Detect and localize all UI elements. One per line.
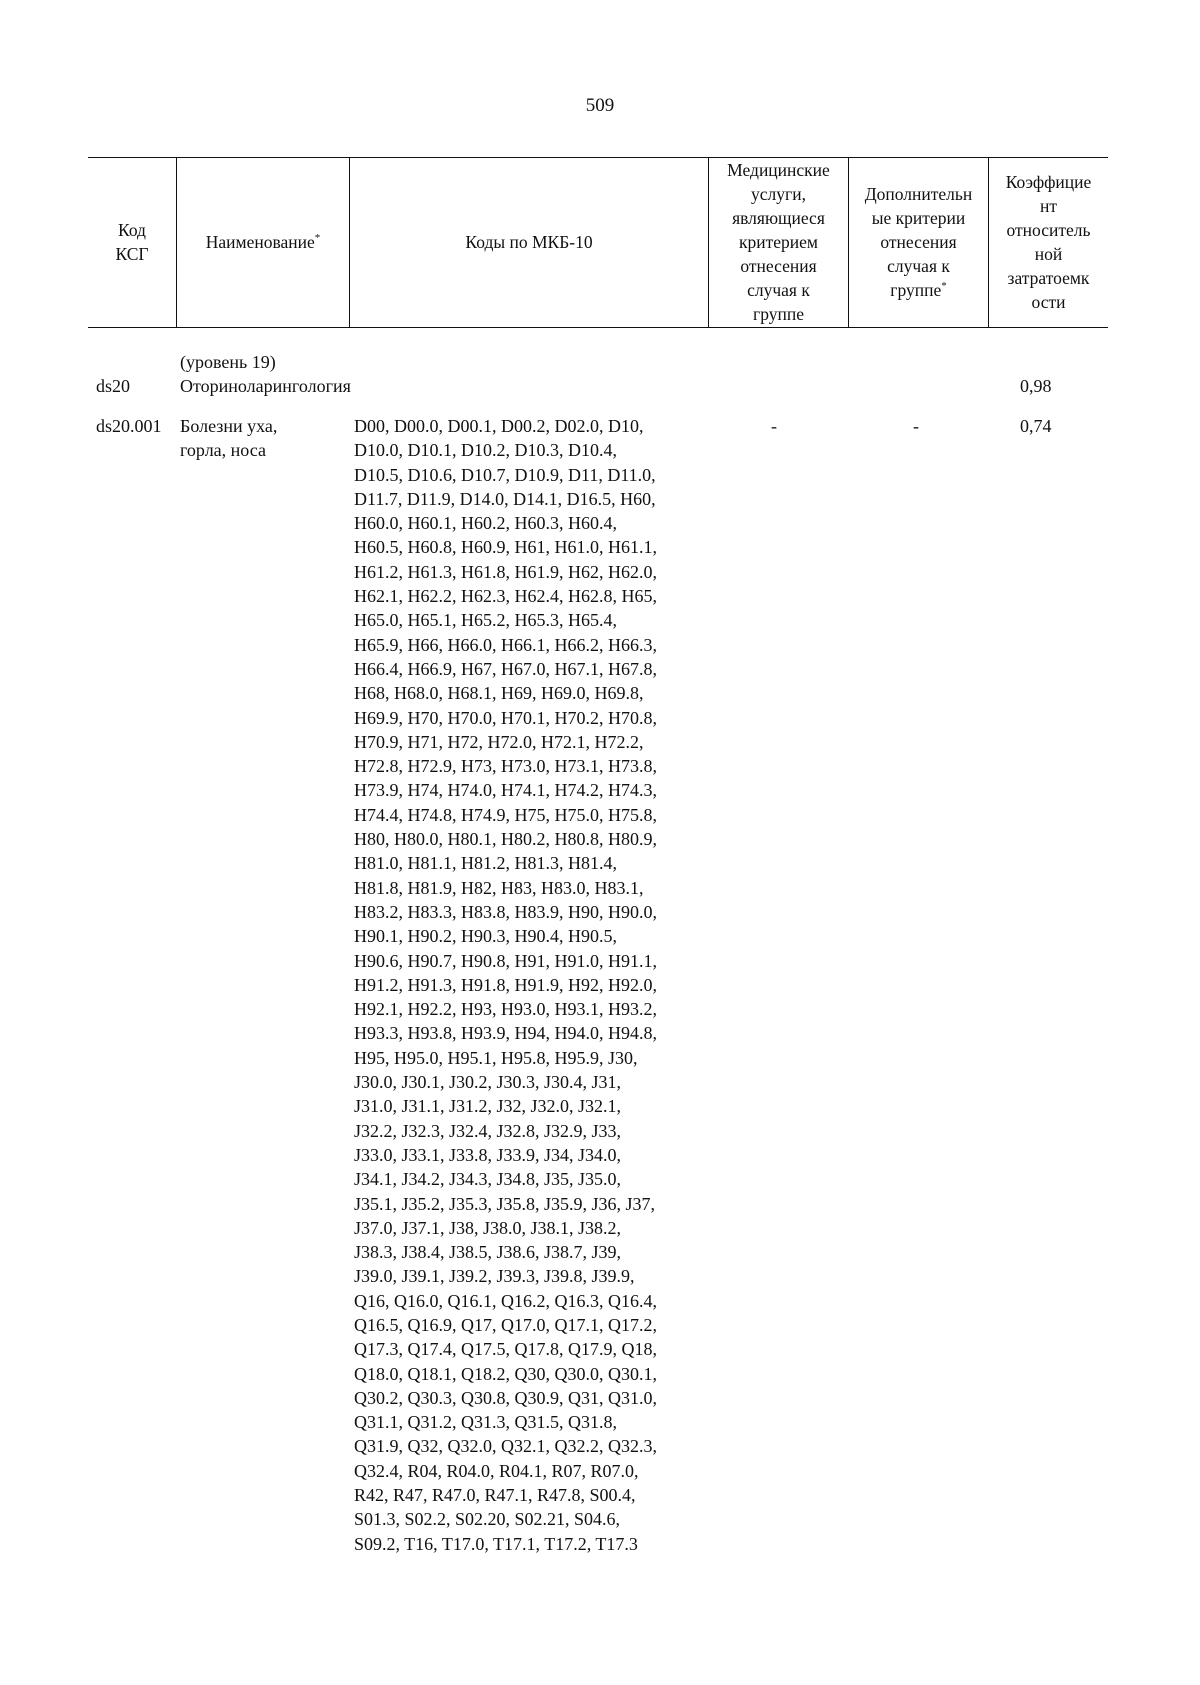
row-name: Болезни уха, горла, носа bbox=[180, 416, 278, 461]
row-icd-codes: D00, D00.0, D00.1, D00.2, D02.0, D10, D10.0, D10.1, D10.2, D10.3, D10.4, D10.5, D10.6, D10.7, D10.9, D11, D11.0, D11.7, D11.9, D14.0, D14.1, D16.5, H60, H60.0, H60.1, H60.2, H60.3, H60.4, H60.5, H60.8, H60.9, H61, H61.0, H61.1, H61.2, H61.3, H61.8, H61.9, H62, H62.0, H62.1, H62.2, H62.3, H62.4, H62.8, H65, H65.0, H65.1, H65.2, H65.3, H65.4, H65.9, H66, H66.0, H66.1, H66.2, H66.3, H66.4, H66.9, H67, H67.0, H67.1, H67.8, H68, H68.0, H68.1, H69, H69.0, H69.8, H69.9, H70, H70.0, H70.1, H70.2, H70.8, H70.9, H71, H72, H72.0, H72.1, H72.2, H72.8, H72.9, H73, H73.0, H73.1, H73.8, H73.9, H74, H74.0, H74.1, H74.2, H74.3, H74.4, H74.8, H74.9, H75, H75.0, H75.8, H80, H80.0, H80.1, H80.2, H80.8, H80.9, H81.0, H81.1, H81.2, H81.3, H81.4, H81.8, H81.9, H82, H83, H83.0, H83.1, H83.2, H83.3, H83.8, H83.9, H90, H90.0, H90.1, H90.2, H90.3, H90.4, H90.5, H90.6, H90.7, H90.8, H91, H91.0, H91.1, H91.2, H91.3, H91.8, H91.9, H92, H92.0, H92.1, H92.2, H93, H93.0, H93.1, H93.2, H93.3, H93.8, H93.9, H94, H94.0, H94.8, H95, H95.0, H95.1, H95.8, H95.9, J30, J30.0, J30.1, J30.2, J30.3, J30.4, J31, J31.0, J31.1, J31.2, J32, J32.0, J32.1, J32.2, J32.3, J32.4, J32.8, J32.9, J33, J33.0, J33.1, J33.8, J33.9, J34, J34.0, J34.1, J34.2, J34.3, J34.8, J35, J35.0, J35.1, J35.2, J35.3, J35.8, J35.9, J36, J37, J37.0, J37.1, J38, J38.0, J38.1, J38.2, J38.3, J38.4, J38.5, J38.6, J38.7, J39, J39.0, J39.1, J39.2, J39.3, J39.8, J39.9, Q16, Q16.0, Q16.1, Q16.2, Q16.3, Q16.4, Q16.5, Q16.9, Q17, Q17.0, Q17.1, Q17.2, Q17.3, Q17.4, Q17.5, Q17.8, Q17.9, Q18, Q18.0, Q18.1, Q18.2, Q30, Q30.0, Q30.1, Q30.2, Q30.3, Q30.8, Q30.9, Q31, Q31.0, Q31.1, Q31.2, Q31.3, Q31.5, Q31.8, Q31.9, Q32, Q32.0, Q32.1, Q32.2, Q32.3, Q32.4, R04, R04.0, R04.1, R07, R07.0, R42, R47, R47.0, R47.1, R47.8, S00.4, S01.3, S02.2, S02.20, S02.21, S04.6, S09.2, T16, T17.0, T17.1, T17.2, T17.3 bbox=[354, 416, 657, 1554]
header-code: Код КСГ bbox=[115, 220, 149, 264]
table-header-bottom-rule bbox=[88, 327, 1108, 328]
header-extra-criteria: Дополнительн ые критерии отнесения случая к группе* bbox=[864, 184, 973, 300]
level-note: (уровень 19) bbox=[180, 352, 276, 372]
row-code: ds20.001 bbox=[96, 416, 162, 436]
row-extra-criteria: - bbox=[913, 416, 919, 436]
row-coefficient: 0,74 bbox=[1020, 416, 1052, 436]
row-name: Оториноларингология bbox=[180, 376, 351, 396]
row-coefficient: 0,98 bbox=[1020, 376, 1052, 396]
header-icd-codes: Коды по МКБ-10 bbox=[465, 232, 593, 252]
row-services: - bbox=[771, 416, 777, 436]
header-name: Наименование* bbox=[205, 232, 321, 252]
header-services: Медицинские услуги, являющиеся критерием отнесения случая к группе bbox=[727, 160, 830, 324]
row-code: ds20 bbox=[96, 376, 131, 396]
page-number: 509 bbox=[585, 95, 615, 116]
header-coefficient: Коэффицие нт относитель ной затратоемк ости bbox=[1005, 172, 1092, 312]
